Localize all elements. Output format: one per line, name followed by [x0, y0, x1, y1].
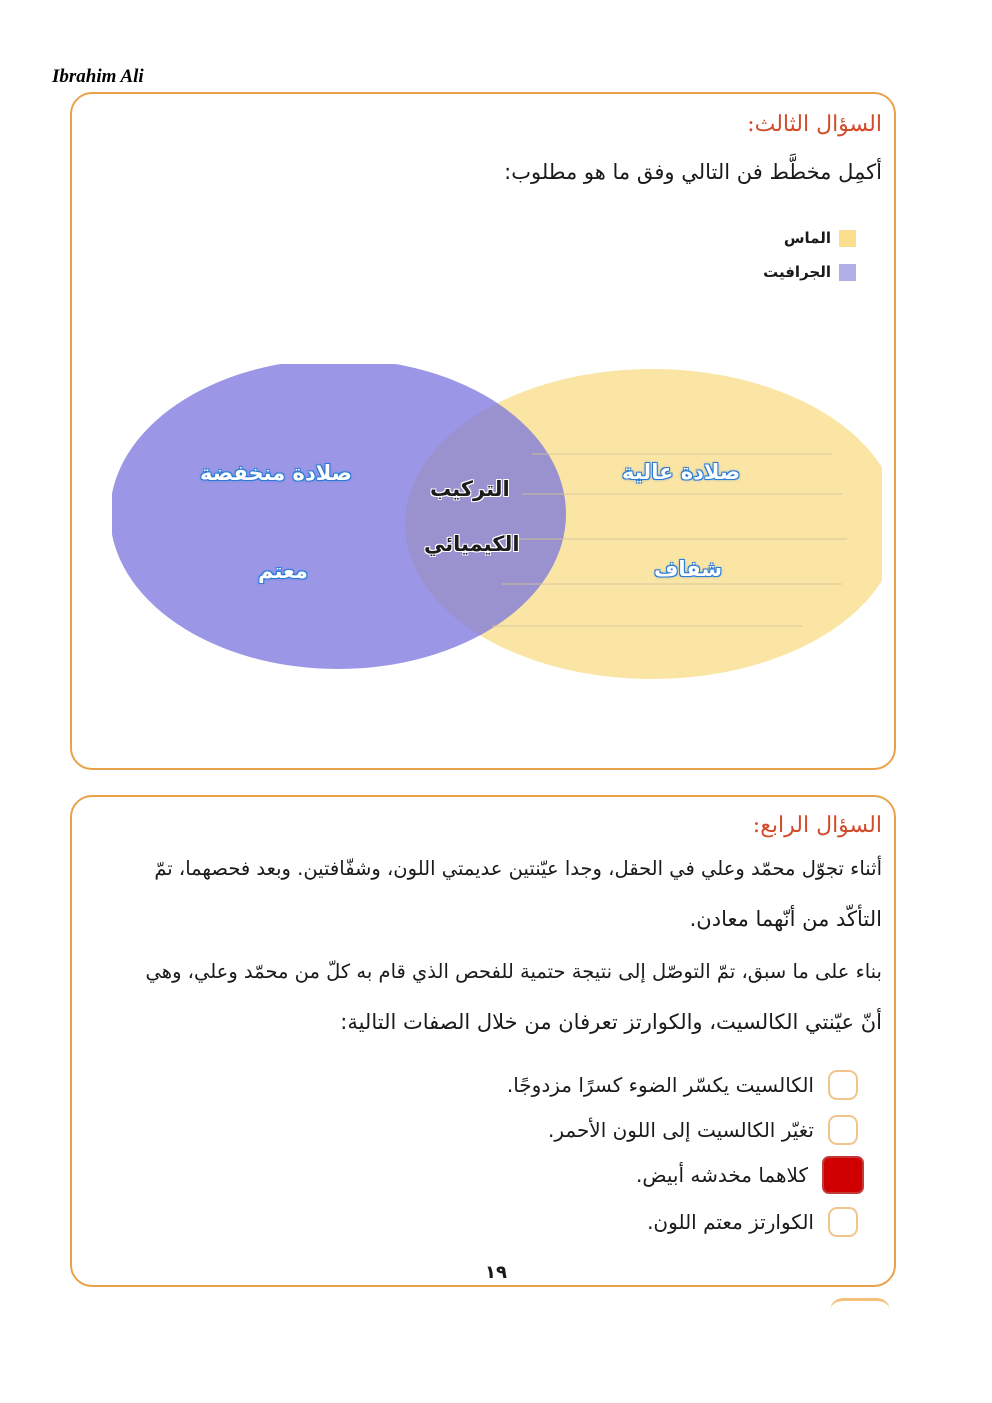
option-2-checkbox[interactable]: [828, 1115, 858, 1145]
page-number: ١٩: [485, 1262, 507, 1283]
option-1[interactable]: [507, 1070, 858, 1100]
question-4-paragraph-line-1: أثناء تجوّل محمّد وعلي في الحقل، وجدا عيّنتين عديمتي اللون، وشفّافتين. وبعد فحصهما، تمّ: [154, 857, 882, 880]
option-1-checkbox[interactable]: [828, 1070, 858, 1100]
option-3-text: كلاهما مخدشه أبيض.: [636, 1163, 808, 1187]
next-card-edge: [830, 1298, 890, 1311]
option-2-text: تغيّر الكالسيت إلى اللون الأحمر.: [547, 1118, 814, 1142]
legend-swatch-graphite: [839, 264, 856, 281]
question-4-title: السؤال الرابع:: [752, 813, 882, 838]
question-3-instruction: أكمِل مخطَّط فن التالي وفق ما هو مطلوب:: [504, 160, 882, 184]
question-3-card: [70, 92, 896, 770]
legend-graphite: [763, 263, 856, 281]
legend-label-diamond: الماس: [783, 229, 831, 247]
venn-common-property-1: التركيب: [430, 477, 510, 501]
question-3-title: السؤال الثالث:: [747, 112, 882, 137]
legend-diamond: [784, 229, 856, 247]
option-3-checkbox-checked[interactable]: [822, 1156, 864, 1194]
venn-graphite-property-1: صلادة منخفضة: [200, 461, 352, 485]
venn-circle-graphite: [112, 364, 566, 669]
question-4-paragraph-line-2: التأكّد من أنّهما معادن.: [689, 907, 882, 931]
question-4-card: [70, 795, 896, 1287]
venn-diamond-property-2: شفاف: [654, 557, 723, 581]
option-3[interactable]: [636, 1156, 864, 1194]
option-4-checkbox[interactable]: [828, 1207, 858, 1237]
legend-swatch-diamond: [839, 230, 856, 247]
venn-common-property-2: الكيميائي: [424, 532, 520, 556]
legend-label-graphite: الجرافيت: [763, 263, 831, 281]
option-1-text: الكالسيت يكسّر الضوء كسرًا مزدوجًا.: [506, 1073, 814, 1097]
venn-diamond-property-1: صلادة عالية: [622, 460, 741, 484]
option-4[interactable]: [647, 1207, 858, 1237]
author-name: Ibrahim Ali: [52, 66, 144, 87]
venn-diagram: [112, 364, 882, 684]
option-2[interactable]: [548, 1115, 858, 1145]
question-4-paragraph-line-3: بناء على ما سبق، تمّ التوصّل إلى نتيجة حتمية للفحص الذي قام به كلّ من محمّد وعلي، وهي: [145, 960, 882, 983]
venn-graphite-property-2: معتم: [258, 559, 308, 583]
question-4-paragraph-line-4: أنّ عيّنتي الكالسيت، والكوارتز تعرفان من خلال الصفات التالية:: [340, 1010, 882, 1034]
option-4-text: الكوارتز معتم اللون.: [647, 1210, 814, 1234]
